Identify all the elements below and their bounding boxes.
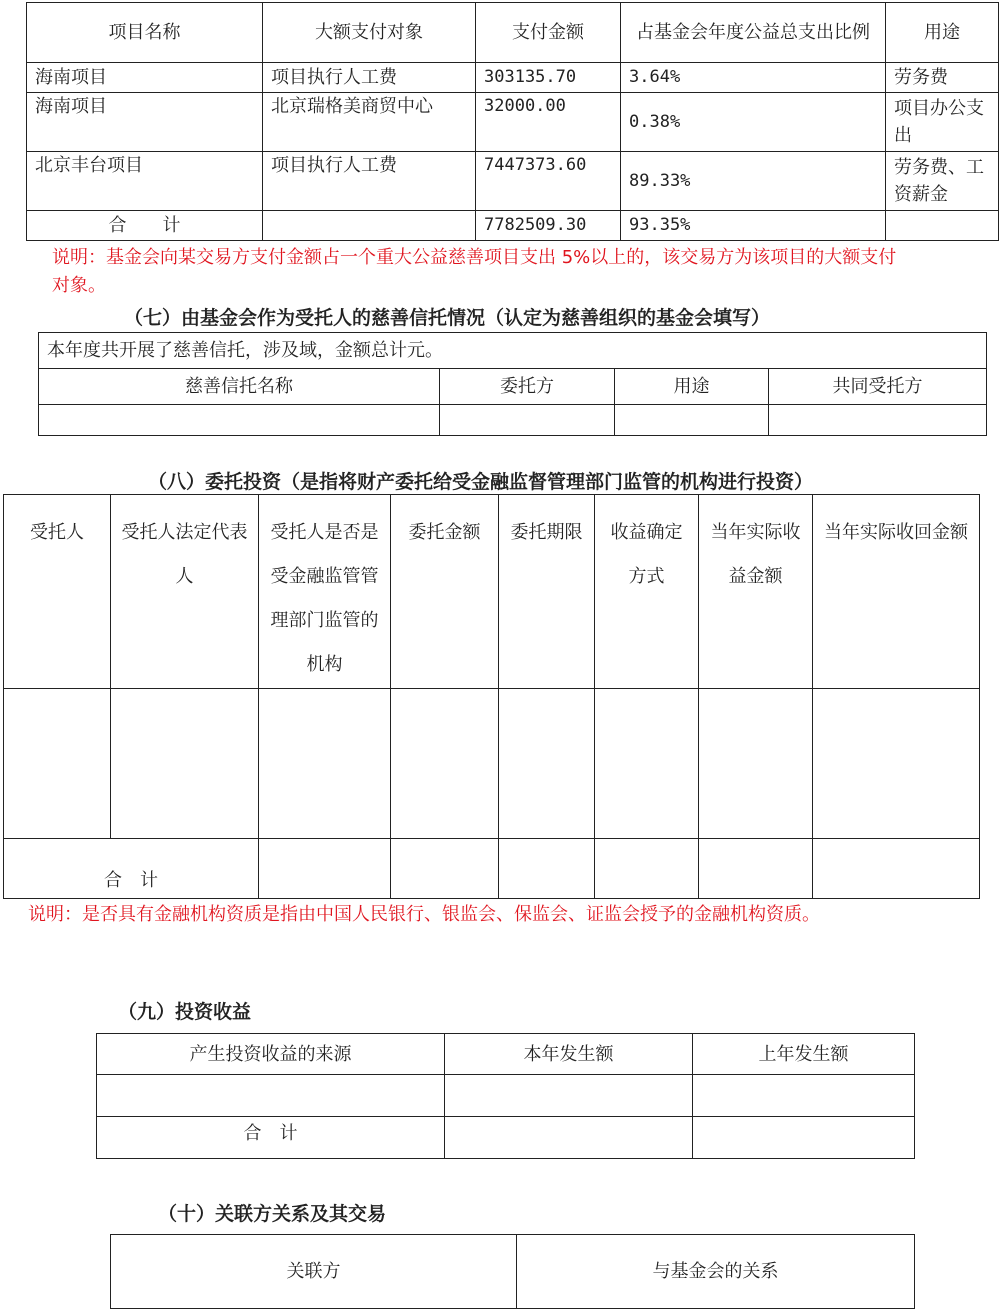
cell-payee: 项目执行人工费 [263, 152, 476, 211]
total-row [27, 211, 999, 241]
header-income-method: 收益确定方式 [595, 495, 699, 689]
cell-purpose: 劳务费、工资薪金 [886, 152, 999, 211]
cell-payee: 项目执行人工费 [263, 63, 476, 93]
table-row [27, 63, 999, 93]
section9-title: （九）投资收益 [118, 1001, 252, 1023]
total-label: 合 计 [27, 211, 263, 241]
total-label: 合 计 [4, 839, 259, 899]
cell-ratio: 3.64% [621, 63, 886, 93]
header-payee: 大额支付对象 [263, 3, 476, 63]
header-legal-rep: 受托人法定代表人 [111, 495, 259, 689]
table-row [39, 405, 987, 436]
header-purpose: 用途 [886, 3, 999, 63]
header-trustee: 受托人 [4, 495, 111, 689]
section10-title: （十）关联方关系及其交易 [158, 1203, 387, 1225]
header-actual-income: 当年实际收益金额 [699, 495, 813, 689]
investment-note: 说明：是否具有金融机构资质是指由中国人民银行、银监会、保监会、证监会授予的金融机构资质。 [28, 904, 820, 925]
table-row [4, 689, 980, 839]
header-usage: 用途 [615, 369, 769, 405]
header-trust-name: 慈善信托名称 [39, 369, 440, 405]
cell-amount: 32000.00 [476, 93, 621, 152]
total-ratio: 93.35% [621, 211, 886, 241]
header-term: 委托期限 [499, 495, 595, 689]
total-row [4, 839, 980, 899]
cell-payee: 北京瑞格美商贸中心 [263, 93, 476, 152]
table-row [27, 152, 999, 211]
header-ratio: 占基金会年度公益总支出比例 [621, 3, 886, 63]
total-label: 合 计 [97, 1117, 445, 1159]
header-trustor: 委托方 [440, 369, 615, 405]
header-co-trustee: 共同受托方 [769, 369, 987, 405]
header-amount: 支付金额 [476, 3, 621, 63]
entrusted-investment-table [3, 494, 980, 899]
table-row [97, 1075, 915, 1117]
header-project: 项目名称 [27, 3, 263, 63]
trust-summary: 本年度共开展了慈善信托，涉及域，金额总计元。 [39, 333, 987, 369]
header-actual-recovered: 当年实际收回金额 [813, 495, 980, 689]
charity-trust-table [38, 332, 987, 436]
header-last-year: 上年发生额 [693, 1034, 915, 1075]
total-row [97, 1117, 915, 1159]
large-payment-table [26, 2, 999, 241]
table-row [27, 93, 999, 152]
cell-ratio: 89.33% [621, 152, 886, 211]
header-amount: 委托金额 [391, 495, 499, 689]
cell-purpose: 劳务费 [886, 63, 999, 93]
cell-project: 海南项目 [27, 63, 263, 93]
header-related-party: 关联方 [111, 1235, 517, 1309]
header-relationship: 与基金会的关系 [517, 1235, 915, 1309]
cell-purpose: 项目办公支出 [886, 93, 999, 152]
cell-ratio: 0.38% [621, 93, 886, 152]
section8-title: （八）委托投资（是指将财产委托给受金融监督管理部门监管的机构进行投资） [148, 471, 814, 493]
related-party-table [110, 1234, 915, 1309]
cell-amount: 7447373.60 [476, 152, 621, 211]
cell-project: 北京丰台项目 [27, 152, 263, 211]
total-amount: 7782509.30 [476, 211, 621, 241]
investment-income-table [96, 1033, 915, 1159]
large-payment-note: 说明：基金会向某交易方支付金额占一个重大公益慈善项目支出 5%以上的，该交易方为该项目的大额支付对象。 [52, 247, 897, 296]
header-income-source: 产生投资收益的来源 [97, 1034, 445, 1075]
cell-amount: 303135.70 [476, 63, 621, 93]
total-empty [263, 211, 476, 241]
total-empty [886, 211, 999, 241]
header-this-year: 本年发生额 [445, 1034, 693, 1075]
cell-project: 海南项目 [27, 93, 263, 152]
header-regulated: 受托人是否是受金融监管管理部门监管的机构 [259, 495, 391, 689]
section7-title: （七）由基金会作为受托人的慈善信托情况（认定为慈善组织的基金会填写） [124, 307, 771, 329]
